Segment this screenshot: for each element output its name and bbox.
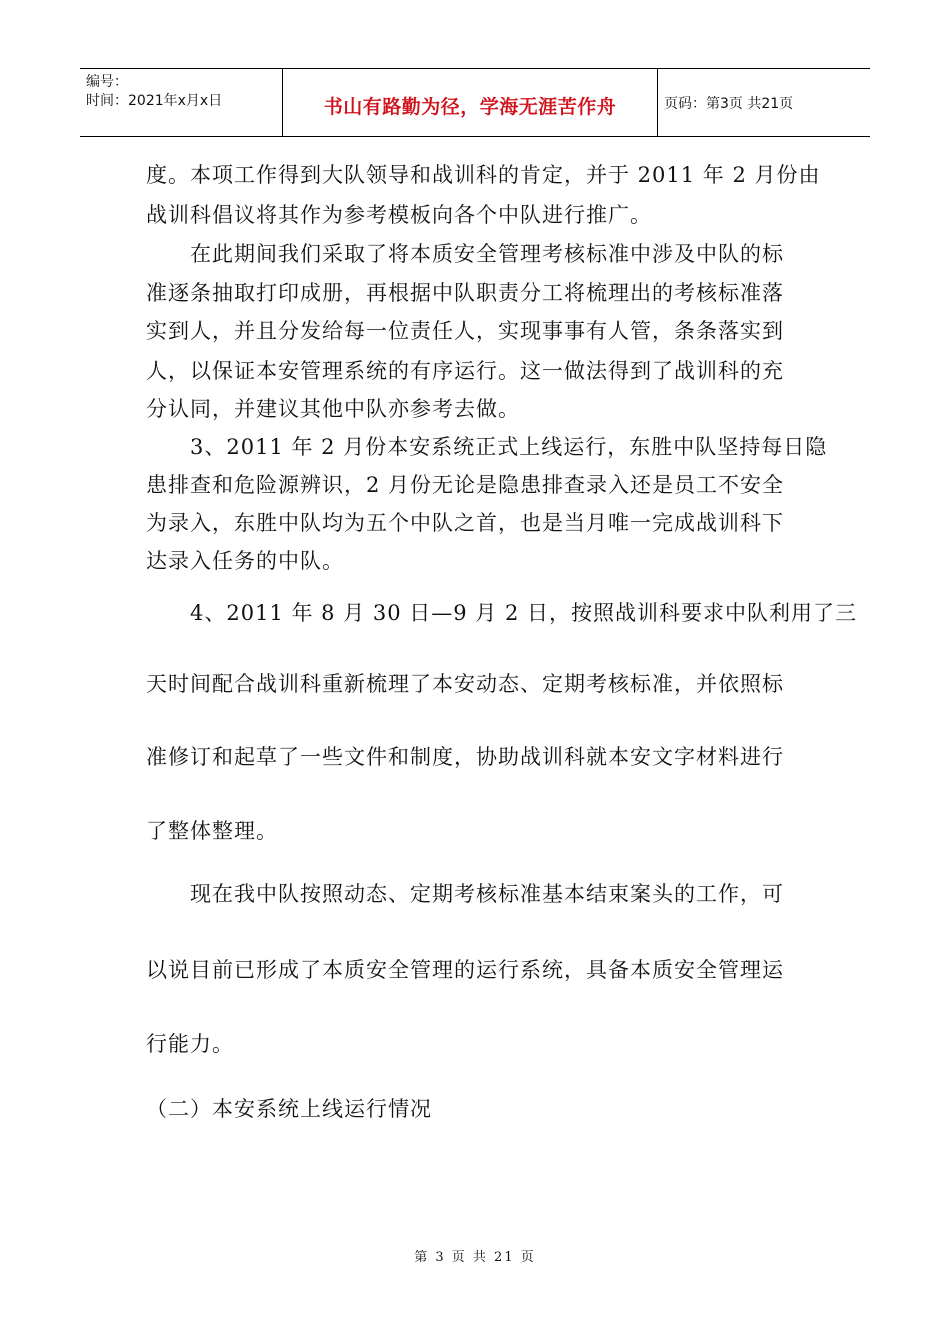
body-line: 准逐条抽取打印成册，再根据中队职责分工将梳理出的考核标准落 bbox=[146, 281, 784, 305]
header-meta-cell bbox=[80, 69, 283, 136]
section-heading: （二）本安系统上线运行情况 bbox=[146, 1097, 432, 1121]
body-line: 4、2011 年 8 月 30 日—9 月 2 日，按照战训科要求中队利用了三 bbox=[146, 601, 858, 625]
header-page-label: 页码：第3页 共21页 bbox=[664, 95, 794, 112]
body-line: 为录入，东胜中队均为五个中队之首，也是当月唯一完成战训科下 bbox=[146, 511, 784, 535]
body-line: 战训科倡议将其作为参考模板向各个中队进行推广。 bbox=[146, 203, 652, 227]
document-date-label: 时间：2021年x月x日 bbox=[86, 93, 223, 109]
body-line: 以说目前已形成了本质安全管理的运行系统，具备本质安全管理运 bbox=[146, 958, 784, 982]
body-line: 行能力。 bbox=[146, 1032, 234, 1056]
body-line: 达录入任务的中队。 bbox=[146, 549, 344, 573]
body-line: 分认同，并建议其他中队亦参考去做。 bbox=[146, 397, 520, 421]
body-line: 了整体整理。 bbox=[146, 819, 278, 843]
body-line: 在此期间我们采取了将本质安全管理考核标准中涉及中队的标 bbox=[146, 242, 784, 266]
body-line: 度。本项工作得到大队领导和战训科的肯定，并于 2011 年 2 月份由 bbox=[146, 163, 821, 187]
body-line: 3、2011 年 2 月份本安系统正式上线运行，东胜中队坚持每日隐 bbox=[146, 435, 828, 459]
body-line: 患排查和危险源辨识，2 月份无论是隐患排查录入还是员工不安全 bbox=[146, 473, 785, 497]
header-page-cell bbox=[658, 69, 870, 136]
header-motto-cell bbox=[283, 69, 658, 136]
body-line: 实到人，并且分发给每一位责任人，实现事事有人管，条条落实到 bbox=[146, 319, 784, 343]
document-number-label: 编号： bbox=[86, 74, 128, 90]
header-motto: 书山有路勤为径，学海无涯苦作舟 bbox=[323, 96, 617, 118]
page-footer: 第 3 页 共 21 页 bbox=[414, 1250, 536, 1265]
body-line: 天时间配合战训科重新梳理了本安动态、定期考核标准，并依照标 bbox=[146, 672, 784, 696]
body-line: 现在我中队按照动态、定期考核标准基本结束案头的工作，可 bbox=[146, 882, 784, 906]
body-line: 人，以保证本安管理系统的有序运行。这一做法得到了战训科的充 bbox=[146, 359, 784, 383]
body-line: 准修订和起草了一些文件和制度，协助战训科就本安文字材料进行 bbox=[146, 745, 784, 769]
document-header bbox=[80, 68, 870, 137]
